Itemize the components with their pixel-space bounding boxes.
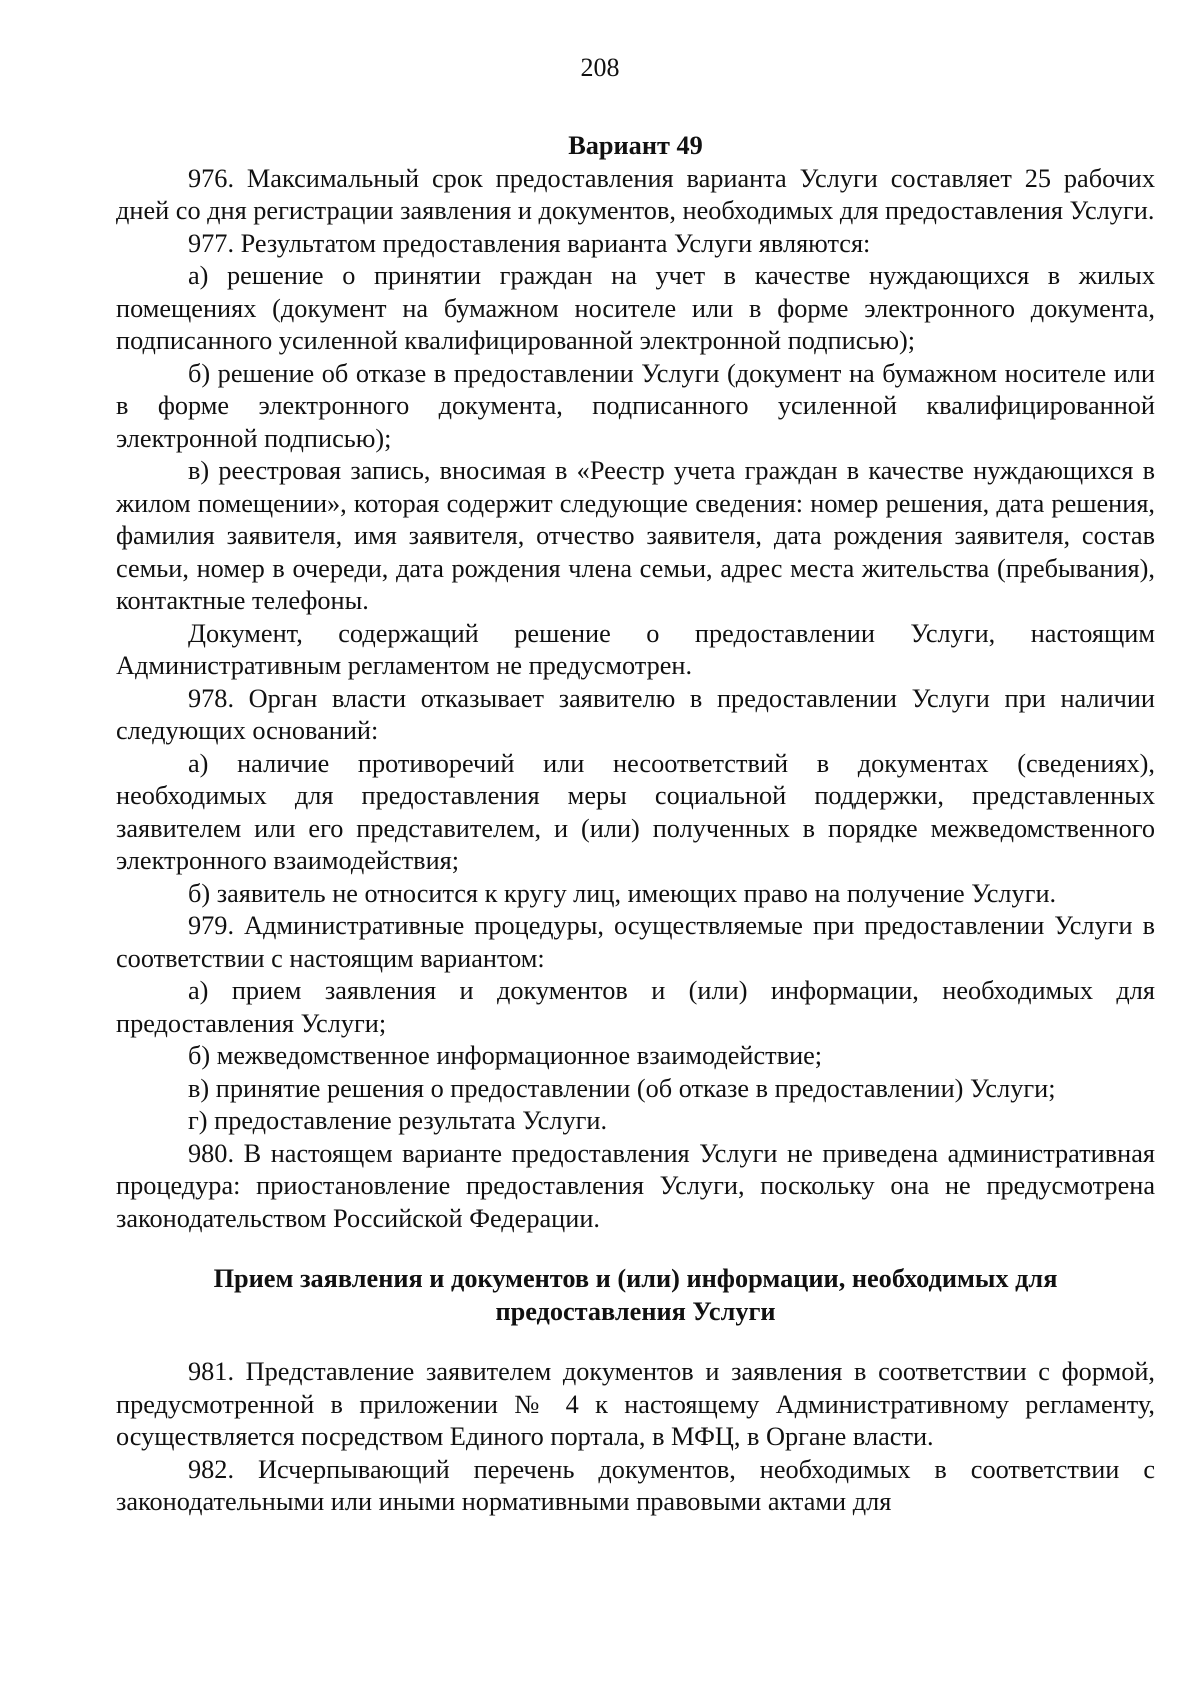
paragraph-976: 976. Максимальный срок предоставления варианта Услуги составляет 25 рабочих дней со дня регистрации заявления и документов, необходимых для предоставления Услуги. <box>116 163 1155 225</box>
page-number: 208 <box>580 53 620 82</box>
paragraph-977-v: в) реестровая запись, вносимая в «Реестр учета граждан в качестве нуждающихся в жилом помещении», которая содержит следующие сведения: номер решения, дата решения, фамилия заявителя, имя заявителя, отчество заявителя, дата рождения заявителя, состав семьи, номер в очереди, дата рождения члена семьи, адрес места жительства (пребывания), контактные телефоны. <box>116 456 1155 615</box>
paragraph-977-b: б) решение об отказе в предоставлении Услуги (документ на бумажном носителе или в форме электронного документа, подписанного усиленной квалифицированной электронной подписью); <box>116 358 1155 453</box>
paragraph-982: 982. Исчерпывающий перечень документов, необходимых в соответствии с законодательными или иными нормативными правовыми актами для <box>116 1454 1155 1516</box>
paragraph-978-b: б) заявитель не относится к кругу лиц, имеющих право на получение Услуги. <box>188 878 1057 908</box>
paragraph-978: 978. Орган власти отказывает заявителю в предоставлении Услуги при наличии следующих оснований: <box>116 683 1155 745</box>
section-heading: Прием заявления и документов и (или) информации, необходимых для предоставления Услуги <box>213 1264 1058 1326</box>
paragraph-979-a: а) прием заявления и документов и (или) информации, необходимых для предоставления Услуги; <box>116 976 1155 1038</box>
paragraph-981: 981. Представление заявителем документов и заявления в соответствии с формой, предусмотренной в приложении № 4 к настоящему Административному регламенту, осуществляется посредством Единого портала, в МФЦ, в Органе власти. <box>116 1357 1155 1451</box>
paragraph-977-note: Документ, содержащий решение о предоставлении Услуги, настоящим Административным регламентом не предусмотрен. <box>116 618 1155 680</box>
paragraph-979-g: г) предоставление результата Услуги. <box>188 1106 608 1135</box>
paragraph-group-1 <box>116 163 1155 1236</box>
paragraph-979-b: б) межведомственное информационное взаимодействие; <box>188 1041 823 1070</box>
paragraph-group-2 <box>116 1356 1155 1519</box>
paragraph-980: 980. В настоящем варианте предоставления Услуги не приведена административная процедура: приостановление предоставления Услуги, поскольку она не предусмотрена законодательством Российской Федерации. <box>116 1138 1155 1233</box>
paragraph-979-v: в) принятие решения о предоставлении (об отказе в предоставлении) Услуги; <box>188 1073 1056 1103</box>
paragraph-979: 979. Административные процедуры, осуществляемые при предоставлении Услуги в соответствии с настоящим вариантом: <box>116 911 1155 973</box>
paragraph-977: 977. Результатом предоставления варианта Услуги являются: <box>188 228 871 258</box>
paragraph-977-a: а) решение о принятии граждан на учет в качестве нуждающихся в жилых помещениях (документ на бумажном носителе или в форме электронного документа, подписанного усиленной квалифицированной электронной подписью); <box>116 261 1155 355</box>
document-body <box>116 130 1155 1519</box>
variant-title: Вариант 49 <box>568 131 703 160</box>
paragraph-978-a: а) наличие противоречий или несоответствий в документах (сведениях), необходимых для предоставления меры социальной поддержки, представленных заявителем или его представителем, и (или) полученных в порядке межведомственного электронного взаимодействия; <box>116 748 1155 875</box>
